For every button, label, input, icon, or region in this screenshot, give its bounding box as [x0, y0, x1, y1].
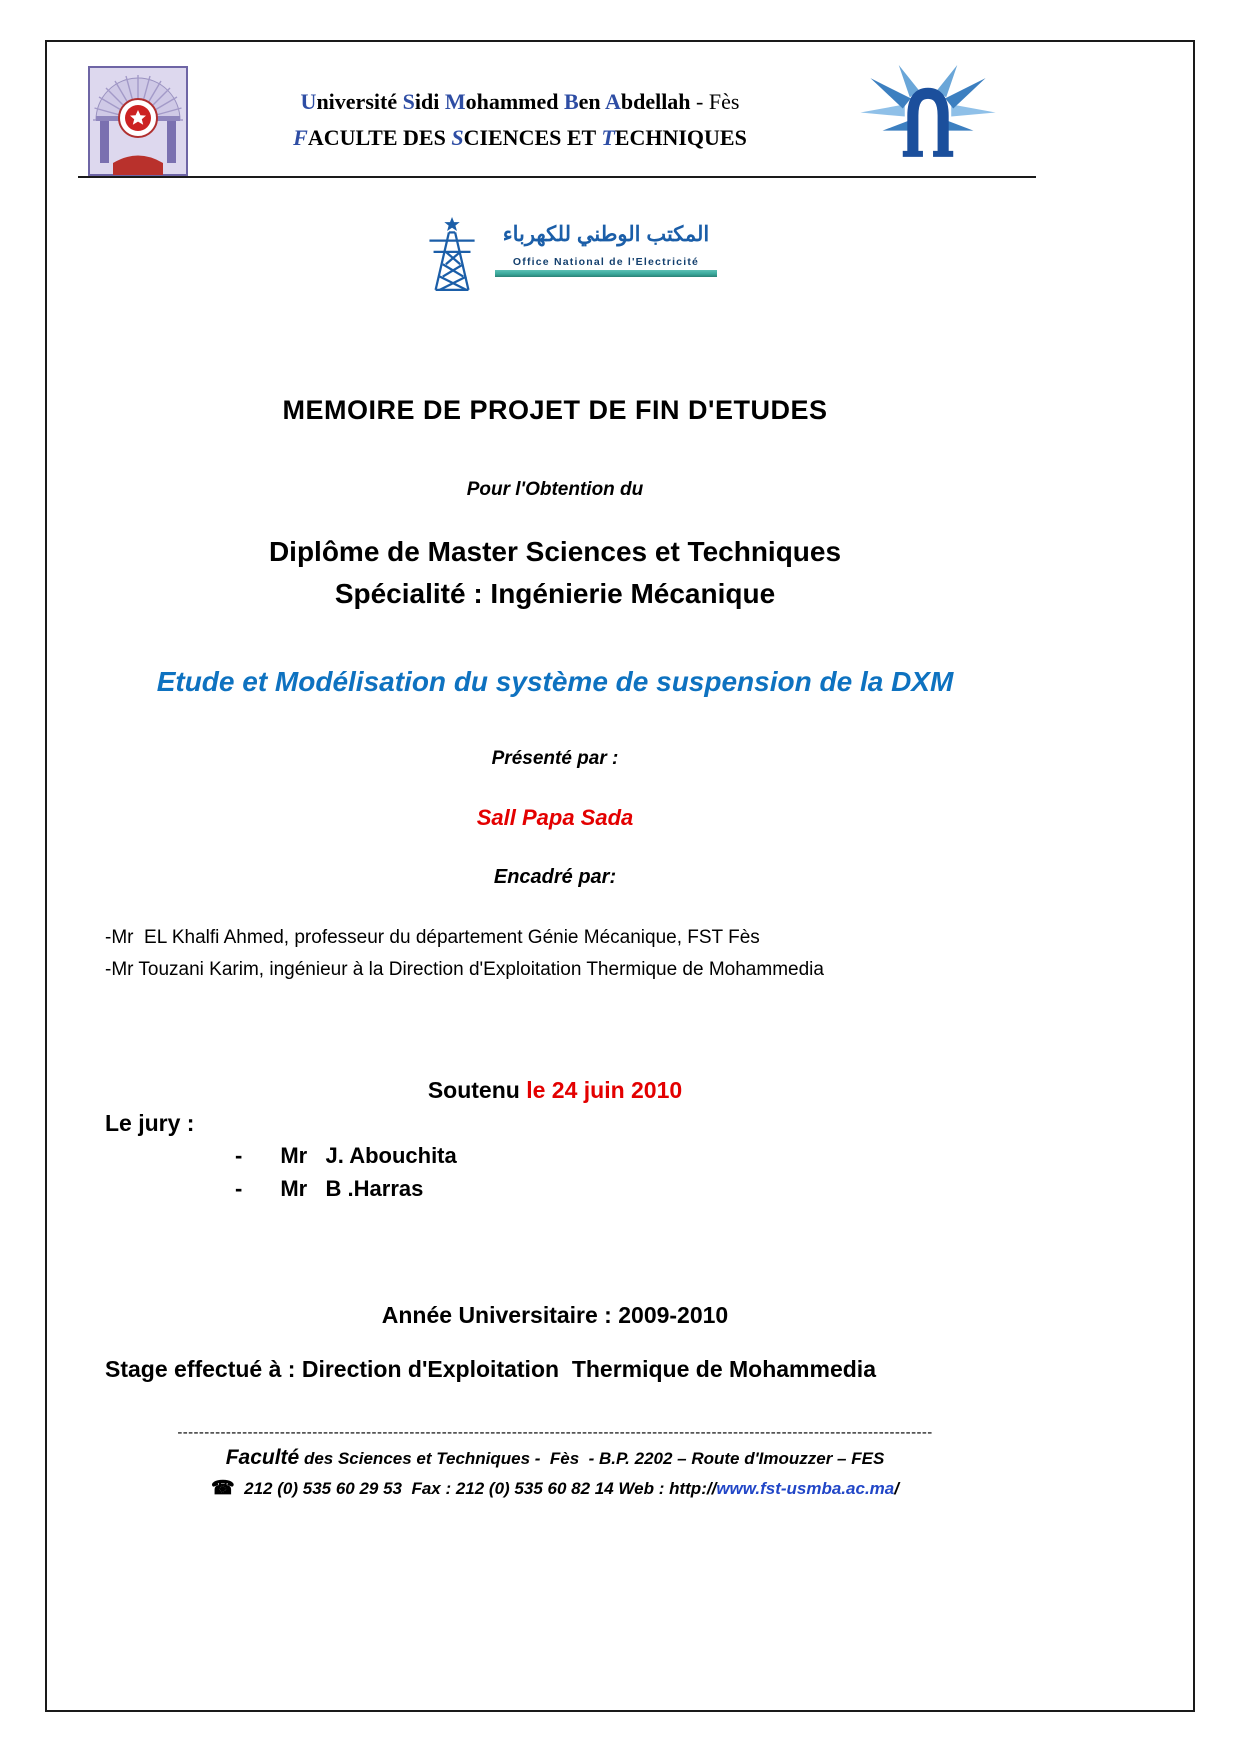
list-dash: - [235, 1176, 243, 1201]
author-name: Sall Papa Sada [476, 805, 634, 830]
diploma-title: Diplôme de Master Sciences et Techniques [268, 536, 842, 567]
stage-line: Stage effectué à : Direction d'Exploitation Thermique de Mohammedia [105, 1356, 876, 1382]
footer-faculty-line [85, 1446, 1025, 1470]
subject-title: Etude et Modélisation du système de suspension de la DXM [156, 666, 954, 697]
phone-icon: ☎ [211, 1478, 235, 1499]
list-dash: - [235, 1143, 243, 1168]
jury-member: Mr J. Abouchita [280, 1143, 457, 1168]
encadre-par-label: Encadré par: [493, 866, 617, 888]
footer-contact-pre: 212 (0) 535 60 29 53 Fax : 212 (0) 535 60 82 14 Web : http:// [234, 1479, 717, 1498]
footer-contact-post: / [894, 1479, 899, 1498]
diploma-specialty: Spécialité : Ingénierie Mécanique [334, 578, 776, 609]
memoire-title: MEMOIRE DE PROJET DE FIN D'ETUDES [282, 395, 828, 425]
defense-date: le 24 juin 2010 [526, 1077, 683, 1103]
diploma-title-block [85, 531, 1025, 615]
annee-universitaire: Année Universitaire : 2009-2010 [381, 1302, 729, 1328]
footer-faculty-rest: des Sciences et Techniques - Fès - B.P. 2202 – Route d'Imouzzer – FES [299, 1449, 885, 1468]
header-faculty-line: FACULTE DES SCIENCES ET TECHNIQUES [293, 125, 747, 150]
dashed-separator: -------------------------------------------------------------------------------------------------------------------------------------------- [177, 1424, 933, 1441]
one-arabic-text: المكتب الوطني للكهرباء [502, 223, 710, 246]
one-caption: Office National de l'Electricité [512, 256, 700, 268]
footer-contact-line [85, 1477, 1025, 1500]
obtention-subtitle: Pour l'Obtention du [466, 479, 644, 500]
jury-member: Mr B .Harras [280, 1176, 424, 1201]
website-link[interactable]: www.fst-usmba.ac.ma [716, 1479, 895, 1498]
content-column [85, 0, 1025, 1755]
footer-faculty-lead: Faculté [225, 1446, 300, 1469]
jury-label: Le jury : [105, 1110, 195, 1136]
soutenu-label: Soutenu [427, 1077, 527, 1103]
header-university-line: Université Sidi Mohammed Ben Abdellah - Fès [300, 89, 740, 114]
jury-member-row [235, 1143, 457, 1169]
soutenu-line [85, 1077, 1025, 1104]
jury-member-row [235, 1176, 423, 1202]
advisor-item: -Mr Touzani Karim, ingénieur à la Direction d'Exploitation Thermique de Mohammedia [105, 959, 824, 980]
advisors-block [105, 922, 824, 986]
presente-par-label: Présenté par : [491, 748, 619, 769]
advisor-item: -Mr EL Khalfi Ahmed, professeur du département Génie Mécanique, FST Fès [105, 927, 760, 948]
